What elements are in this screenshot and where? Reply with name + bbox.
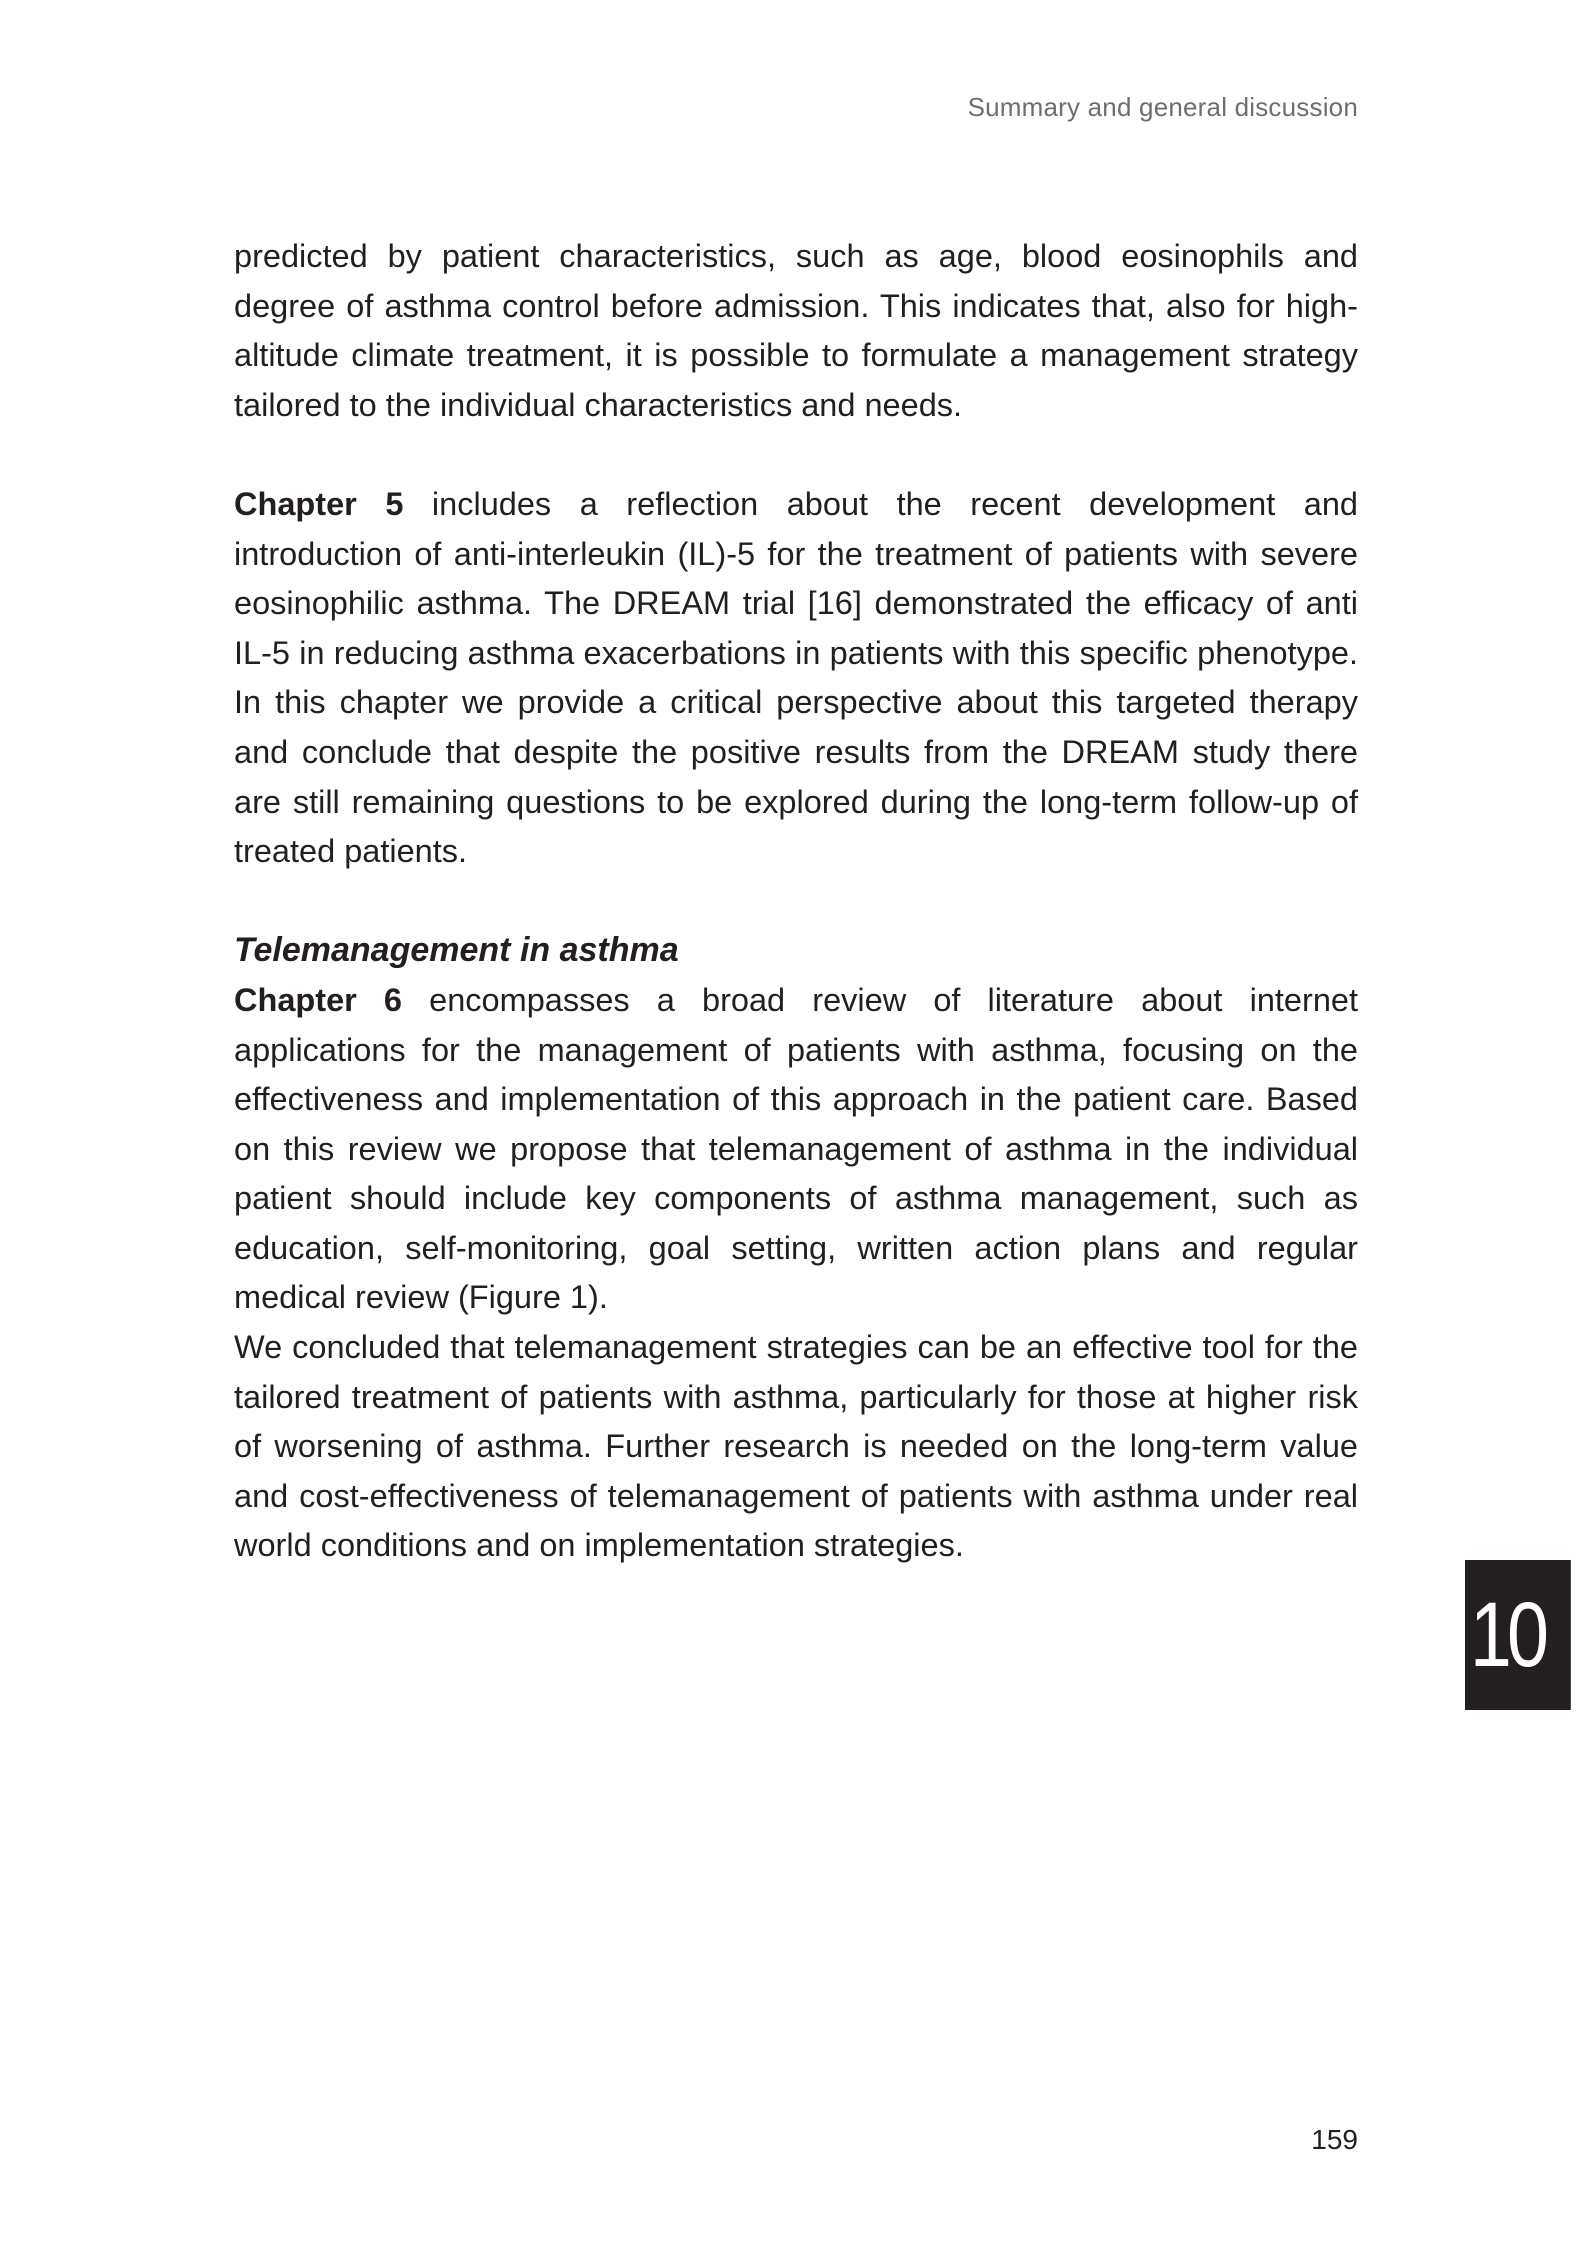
page-number: 159 <box>1311 2124 1358 2155</box>
chapter-5-text: includes a reflection about the recent development and introduction of anti-interleukin (IL)-5 for the treatment of patients with severe eosinophilic asthma. The DREAM trial [16] demonstrated the efficacy of anti IL-5 in reducing asthma exacerbations in patients with this specific phenotype. In this chapter we provide a critical perspective about this targeted therapy and conclude that despite the positive results from the DREAM study there are still remaining questions to be explored during the long-term follow-up of treated patients. <box>234 485 1358 870</box>
paragraph-chapter-6 <box>234 976 1358 1323</box>
paragraph-spacer <box>234 877 1358 927</box>
chapter-6-text: encompasses a broad review of literature about internet applications for the management of patients with asthma, focusing on the effectiveness and implementation of this approach in the patient care. Based on this review we propose that telemanagement of asthma in the individual patient should include key components of asthma management, such as education, self-monitoring, goal setting, written action plans and regular medical review (Figure 1). <box>234 981 1359 1316</box>
paragraph-chapter-5 <box>234 480 1358 877</box>
running-header: Summary and general discussion <box>967 92 1358 122</box>
paragraph-continuation: predicted by patient characteristics, such as age, blood eosinophils and degree of asthma control before admission. This indicates that, also for high-altitude climate treatment, it is possible to formulate a management strategy tailored to the individual characteristics and needs. <box>234 238 1358 423</box>
chapter-number-tab: 10 <box>1465 1560 1571 1710</box>
body-text <box>234 232 1358 1571</box>
chapter-6-reference: Chapter 6 <box>234 981 403 1018</box>
chapter-5-reference: Chapter 5 <box>234 485 404 522</box>
paragraph-spacer <box>234 430 1358 480</box>
paragraph-conclusion: We concluded that telemanagement strategies can be an effective tool for the tailored treatment of patients with asthma, particularly for those at higher risk of worsening of asthma. Further research is needed on the long-term value and cost-effectiveness of telemanagement of patients with asthma under real world conditions and on implementation strategies. <box>234 1329 1358 1564</box>
section-heading: Telemanagement in asthma <box>234 931 679 970</box>
